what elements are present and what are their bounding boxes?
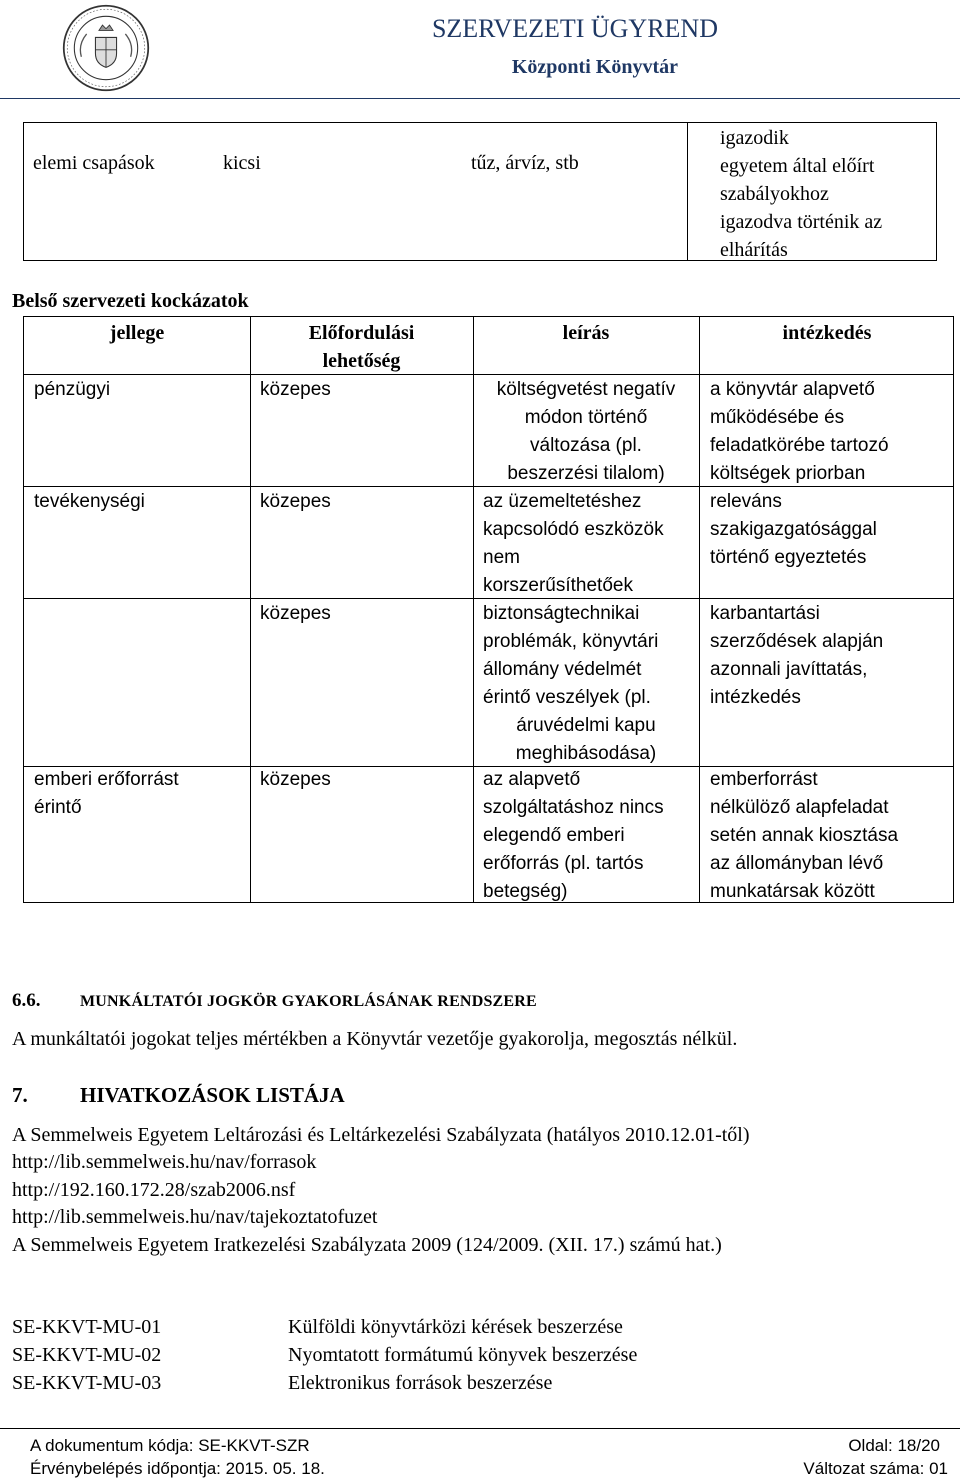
risk-measure-cell [710,488,877,572]
section-number: 7. [12,1083,28,1107]
risk-type-cell: elemi csapások [33,152,155,174]
footer-version: Változat száma: 01 [803,1459,948,1478]
risk-likelihood-cell: közepes [260,379,331,400]
risk-type-cell: tevékenységi [34,491,145,512]
reference-link[interactable]: http://lib.semmelweis.hu/nav/forrasok [12,1151,317,1173]
internal-risks-heading: Belső szervezeti kockázatok [12,290,249,312]
section-body: A munkáltatói jogokat teljes mértékben a Könyvtár vezetője gyakorolja, megosztás nélkül. [12,1028,738,1050]
text-line: költségek priorban [710,463,866,484]
text-line: releváns [710,491,782,512]
related-doc-title: Nyomtatott formátumú könyvek beszerzése [288,1344,638,1366]
text-line: a könyvtár alapvető [710,379,875,400]
text-line: az üzemeltetéshez [483,491,642,512]
text-line: érintő [34,797,82,818]
risk-description-cell [483,600,689,768]
text-line: korszerűsíthetőek [483,575,633,596]
risk-description-cell: tűz, árvíz, stb [471,152,579,174]
text-line: az alapvető [483,769,581,790]
text-line: erőforrás (pl. tartós [483,853,644,874]
reference-item: A Semmelweis Egyetem Leltározási és Leltárkezelési Szabályzata (hatályos 2010.12.01-től) [12,1124,750,1146]
risk-measure-cell [720,124,882,264]
document-header-subtitle: Központi Könyvtár [511,56,678,78]
related-doc-title: Külföldi könyvtárközi kérések beszerzése [288,1316,623,1338]
footer-doc-code: A dokumentum kódja: SE-KKVT-SZR [30,1436,310,1455]
text-line: érintő veszélyek (pl. [483,687,651,708]
text-line: kapcsolódó eszközök [483,519,664,540]
text-line: állomány védelmét [483,659,642,680]
section-title: MUNKÁLTATÓI JOGKÖR GYAKORLÁSÁNAK RENDSZERE [80,993,537,1010]
text-line: munkatársak között [710,881,875,902]
text-line: karbantartási [710,603,820,624]
reference-link[interactable]: http://lib.semmelweis.hu/nav/tajekoztatofuzet [12,1206,378,1228]
section-number: 6.6. [12,990,41,1011]
reference-link[interactable]: http://192.160.172.28/szab2006.nsf [12,1179,296,1201]
related-doc-code: SE-KKVT-MU-03 [12,1372,162,1394]
footer-effective-date: Érvénybelépés időpontja: 2015. 05. 18. [30,1459,325,1478]
column-header-jellege: jellege [109,322,165,344]
text-line: setén annak kiosztása [710,825,899,846]
text-line: igazodva történik az [720,211,883,233]
text-line: szabályokhoz [720,183,829,205]
text-line: feladatkörébe tartozó [710,435,889,456]
column-header-likelihood [250,319,473,375]
internal-risks-table [23,316,954,903]
risk-type-cell: pénzügyi [34,379,111,400]
text-line: lehetőség [322,350,401,372]
text-line: elegendő emberi [483,825,625,846]
risk-likelihood-cell: közepes [260,491,331,512]
text-line: szakigazgatósággal [710,519,877,540]
text-line: azonnali javíttatás, [710,659,868,680]
text-line: működésébe és [710,407,845,428]
column-header-intezkedes: intézkedés [782,322,872,344]
risk-description-cell [473,376,699,488]
reference-item: A Semmelweis Egyetem Iratkezelési Szabályzata 2009 (124/2009. (XII. 17.) számú hat.) [12,1234,722,1256]
risk-description-cell [483,488,664,600]
related-doc-title: Elektronikus források beszerzése [288,1372,553,1394]
row-divider [24,374,953,375]
text-line: betegség) [483,881,568,902]
risk-measure-cell [710,376,889,488]
text-line: emberforrást [710,769,818,790]
text-line: biztonságtechnikai [483,603,640,624]
text-line: szolgáltatáshoz nincs [483,797,664,818]
risk-type-cell [34,766,179,822]
risk-measure-cell [710,600,883,712]
document-header-title: SZERVEZETI ÜGYREND [431,14,718,43]
risk-description-cell [483,766,664,906]
text-line: elhárítás [720,239,788,261]
text-line: Előfordulási [308,322,415,344]
text-line: nélkülöző alapfeladat [710,797,889,818]
column-header-leiras: leírás [562,322,610,344]
text-line: meghibásodása) [515,743,657,764]
header-divider [0,98,960,99]
text-line: problémák, könyvtári [483,631,659,652]
text-line: emberi erőforrást [34,769,179,790]
section-title: HIVATKOZÁSOK LISTÁJA [80,1083,345,1107]
risk-measure-cell [710,766,898,906]
risk-likelihood-cell: kicsi [223,152,261,174]
text-line: nem [483,547,520,568]
risk-likelihood-cell: közepes [260,603,331,624]
column-divider [699,317,700,902]
text-line: módon történő [524,407,648,428]
column-divider [250,317,251,902]
footer-divider [0,1428,960,1429]
related-doc-code: SE-KKVT-MU-01 [12,1316,162,1338]
text-line: beszerzési tilalom) [507,463,665,484]
text-line: változása (pl. [530,435,642,456]
text-line: költségvetést negatív [496,379,676,400]
text-line: egyetem által előírt [720,155,875,177]
table-divider [687,122,688,261]
text-line: áruvédelmi kapu [516,715,656,736]
risk-likelihood-cell: közepes [260,769,331,790]
text-line: az állományban lévő [710,853,884,874]
text-line: intézkedés [710,687,801,708]
text-line: szerződések alapján [710,631,884,652]
university-seal-logo [62,4,150,92]
related-doc-code: SE-KKVT-MU-02 [12,1344,162,1366]
footer-page-number: Oldal: 18/20 [848,1436,940,1455]
text-line: történő egyeztetés [710,547,867,568]
text-line: igazodik [720,127,789,149]
